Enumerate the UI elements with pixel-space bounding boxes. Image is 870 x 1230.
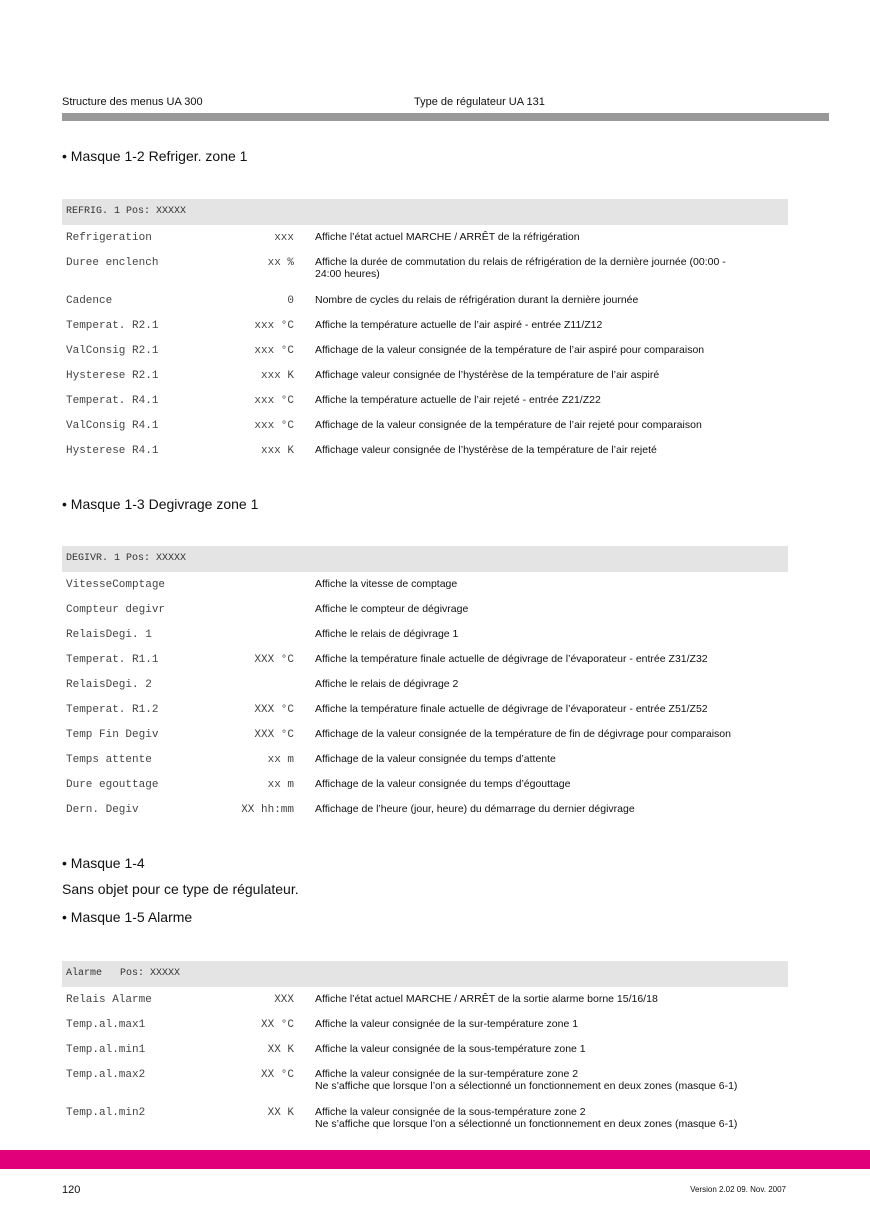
table-row	[62, 1100, 788, 1138]
param-value: xxx K	[260, 445, 294, 457]
param-value: XX hh:mm	[241, 804, 294, 816]
param-name: Temperat. R1.1	[66, 654, 159, 666]
table-masque-1-2	[62, 199, 788, 463]
not-applicable-text: Sans objet pour ce type de régulateur.	[62, 881, 299, 897]
table-masque-1-5	[62, 961, 788, 1138]
param-description: Affiche la température actuelle de l’air rejeté - entrée Z21/Z22	[315, 394, 601, 406]
table-row	[62, 388, 788, 413]
param-value: XXX °C	[254, 729, 294, 741]
param-name: Temps attente	[66, 754, 152, 766]
param-name: Temp.al.min1	[66, 1044, 146, 1056]
param-description: Affiche la valeur consignée de la sous-température zone 1	[315, 1043, 586, 1055]
param-value: XX K	[267, 1107, 294, 1119]
table-row	[62, 722, 788, 747]
param-description: Affichage valeur consignée de l’hystérèse de la température de l’air rejeté	[315, 444, 657, 456]
param-value: 0	[287, 295, 294, 307]
param-value: xx %	[267, 257, 294, 269]
section-title-masque-1-3: • Masque 1-3 Degivrage zone 1	[62, 496, 259, 512]
param-description: Affiche le compteur de dégivrage	[315, 603, 469, 615]
param-value: xxx °C	[254, 320, 294, 332]
param-name: Dern. Degiv	[66, 804, 139, 816]
table-row	[62, 288, 788, 313]
param-name: RelaisDegi. 1	[66, 629, 152, 641]
param-name: ValConsig R4.1	[66, 420, 159, 432]
table-row	[62, 622, 788, 647]
param-name: Hysterese R4.1	[66, 445, 159, 457]
table-header: Alarme Pos: XXXXX	[62, 961, 788, 987]
param-description: Affiche la vitesse de comptage	[315, 578, 458, 590]
param-description: Affiche la température finale actuelle de dégivrage de l’évaporateur - entrée Z31/Z32	[315, 653, 708, 665]
param-name: RelaisDegi. 2	[66, 679, 152, 691]
footer-accent-bar	[0, 1150, 870, 1169]
section-title-masque-1-4: • Masque 1-4	[62, 855, 145, 871]
param-value: xxx °C	[254, 420, 294, 432]
table-row	[62, 1037, 788, 1062]
table-row	[62, 697, 788, 722]
param-value: XXX	[274, 994, 294, 1006]
table-row	[62, 597, 788, 622]
version-info: Version 2.02 09. Nov. 2007	[690, 1185, 786, 1194]
param-description: Affiche la durée de commutation du relais de réfrigération de la dernière journée (00:00 - 24:00 heures)	[315, 256, 726, 280]
section-title-masque-1-2: • Masque 1-2 Refriger. zone 1	[62, 148, 248, 164]
table-header: REFRIG. 1 Pos: XXXXX	[62, 199, 788, 225]
param-description: Affiche la valeur consignée de la sur-température zone 2 Ne s’affiche que lorsque l’on a sélectionné un fonctionnement en deux zones (masque 6-1)	[315, 1068, 738, 1092]
param-value: XXX °C	[254, 654, 294, 666]
param-value: xxx °C	[254, 345, 294, 357]
param-description: Affiche l’état actuel MARCHE / ARRÊT de la réfrigération	[315, 231, 580, 243]
param-description: Nombre de cycles du relais de réfrigération durant la dernière journée	[315, 294, 639, 306]
param-description: Affichage de la valeur consignée du temps d’attente	[315, 753, 556, 765]
param-description: Affiche le relais de dégivrage 1	[315, 628, 459, 640]
param-description: Affichage de la valeur consignée de la température de l’air rejeté pour comparaison	[315, 419, 702, 431]
section-title-masque-1-5: • Masque 1-5 Alarme	[62, 909, 193, 925]
table-row	[62, 313, 788, 338]
param-name: Relais Alarme	[66, 994, 152, 1006]
table-row	[62, 413, 788, 438]
table-row	[62, 225, 788, 250]
param-description: Affiche la valeur consignée de la sur-température zone 1	[315, 1018, 579, 1030]
param-description: Affiche la température finale actuelle de dégivrage de l’évaporateur - entrée Z51/Z52	[315, 703, 708, 715]
page-number: 120	[62, 1184, 81, 1196]
param-description: Affiche la valeur consignée de la sous-température zone 2 Ne s’affiche que lorsque l’on a sélectionné un fonctionnement en deux zones (masque 6-1)	[315, 1106, 738, 1130]
param-value: xx m	[267, 779, 294, 791]
table-row	[62, 438, 788, 463]
table-header: DEGIVR. 1 Pos: XXXXX	[62, 546, 788, 572]
param-value: xxx	[274, 232, 294, 244]
param-value: xx m	[267, 754, 294, 766]
table-row	[62, 1012, 788, 1037]
table-row	[62, 1062, 788, 1100]
param-description: Affichage de la valeur consignée de la température de l’air aspiré pour comparaison	[315, 344, 705, 356]
param-name: Dure egouttage	[66, 779, 159, 791]
table-row	[62, 672, 788, 697]
param-name: VitesseComptage	[66, 579, 166, 591]
param-name: Temperat. R2.1	[66, 320, 159, 332]
param-name: Temperat. R1.2	[66, 704, 159, 716]
param-name: Duree enclench	[66, 257, 159, 269]
param-name: Compteur degivr	[66, 604, 166, 616]
table-row	[62, 572, 788, 597]
param-value: XX °C	[260, 1069, 294, 1081]
param-value: xxx K	[260, 370, 294, 382]
param-name: Refrigeration	[66, 232, 152, 244]
param-name: ValConsig R2.1	[66, 345, 159, 357]
table-masque-1-3	[62, 546, 788, 822]
param-value: XX K	[267, 1044, 294, 1056]
param-description: Affichage de la valeur consignée du temps d’égouttage	[315, 778, 571, 790]
param-description: Affiche le relais de dégivrage 2	[315, 678, 459, 690]
param-description: Affiche l’état actuel MARCHE / ARRÊT de la sortie alarme borne 15/16/18	[315, 993, 658, 1005]
param-name: Temp.al.min2	[66, 1107, 146, 1119]
table-row	[62, 797, 788, 822]
param-name: Temp.al.max1	[66, 1019, 146, 1031]
param-value: xxx °C	[254, 395, 294, 407]
param-name: Temperat. R4.1	[66, 395, 159, 407]
param-name: Cadence	[66, 295, 113, 307]
param-name: Temp.al.max2	[66, 1069, 146, 1081]
table-row	[62, 747, 788, 772]
param-description: Affiche la température actuelle de l’air aspiré - entrée Z11/Z12	[315, 319, 603, 331]
param-name: Temp Fin Degiv	[66, 729, 159, 741]
table-row	[62, 647, 788, 672]
header-left-title: Structure des menus UA 300	[62, 96, 203, 108]
table-row	[62, 772, 788, 797]
param-value: XX °C	[260, 1019, 294, 1031]
param-name: Hysterese R2.1	[66, 370, 159, 382]
table-row	[62, 250, 788, 288]
table-row	[62, 338, 788, 363]
table-row	[62, 987, 788, 1012]
table-row	[62, 363, 788, 388]
param-description: Affichage de l’heure (jour, heure) du démarrage du dernier dégivrage	[315, 803, 635, 815]
param-description: Affichage de la valeur consignée de la température de fin de dégivrage pour comparaison	[315, 728, 731, 740]
param-value: XXX °C	[254, 704, 294, 716]
param-description: Affichage valeur consignée de l’hystérèse de la température de l’air aspiré	[315, 369, 660, 381]
header-right-title: Type de régulateur UA 131	[414, 96, 545, 108]
header-divider	[62, 113, 829, 121]
